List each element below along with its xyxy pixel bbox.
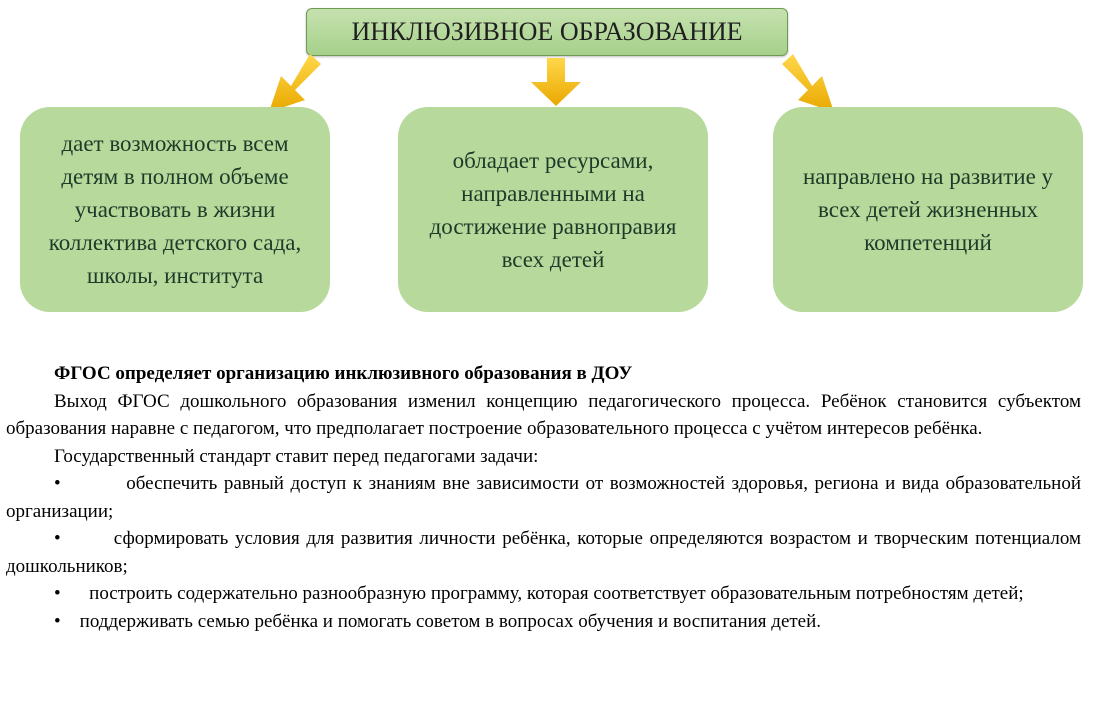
- feature-card-competencies: [773, 107, 1083, 312]
- paragraph: Выход ФГОС дошкольного образования изменил концепцию педагогического процесса. Ребёнок становится субъектом образования наравне с педагогом, что предполагает построение образовательного процесса с учётом интересов ребёнка.: [6, 390, 1081, 439]
- list-item: [6, 608, 1081, 636]
- arrow-down-icon: [527, 56, 585, 108]
- bullet: •: [54, 528, 61, 549]
- card-text: дает возможность всем детям в полном объеме участвовать в жизни коллектива детского сада, школы, института: [48, 131, 302, 288]
- list-item-text: сформировать условия для развития личности ребёнка, которые определяются возрастом и творческим потенциалом дошкольников;: [6, 528, 1081, 577]
- list-item: [6, 525, 1081, 580]
- list-item-text: обеспечить равный доступ к знаниям вне зависимости от возможностей здоровья, региона и вида образовательной организации;: [6, 473, 1082, 522]
- list-item-text: поддерживать семью ребёнка и помогать советом в вопросах обучения и воспитания детей.: [79, 610, 822, 632]
- list-item: [6, 470, 1081, 525]
- list-item-text: построить содержательно разнообразную программу, которая соответствует образовательным потребностям детей;: [89, 583, 1024, 604]
- diagram-title: ИНКЛЮЗИВНОЕ ОБРАЗОВАНИЕ: [306, 8, 788, 56]
- document-body: [6, 360, 1081, 635]
- section-heading: ФГОС определяет организацию инклюзивного образования в ДОУ: [54, 363, 633, 384]
- bullet: •: [54, 473, 61, 494]
- feature-card-participation: [20, 107, 330, 312]
- paragraph: Государственный стандарт ставит перед педагогами задачи:: [54, 445, 539, 467]
- list-item: [6, 580, 1081, 608]
- card-text: обладает ресурсами, направленными на достижение равноправия всех детей: [429, 147, 677, 272]
- bullet: •: [54, 583, 61, 604]
- feature-card-resources: [398, 107, 708, 312]
- bullet: •: [54, 610, 61, 632]
- card-text: направлено на развитие у всех детей жизненных компетенций: [802, 164, 1054, 255]
